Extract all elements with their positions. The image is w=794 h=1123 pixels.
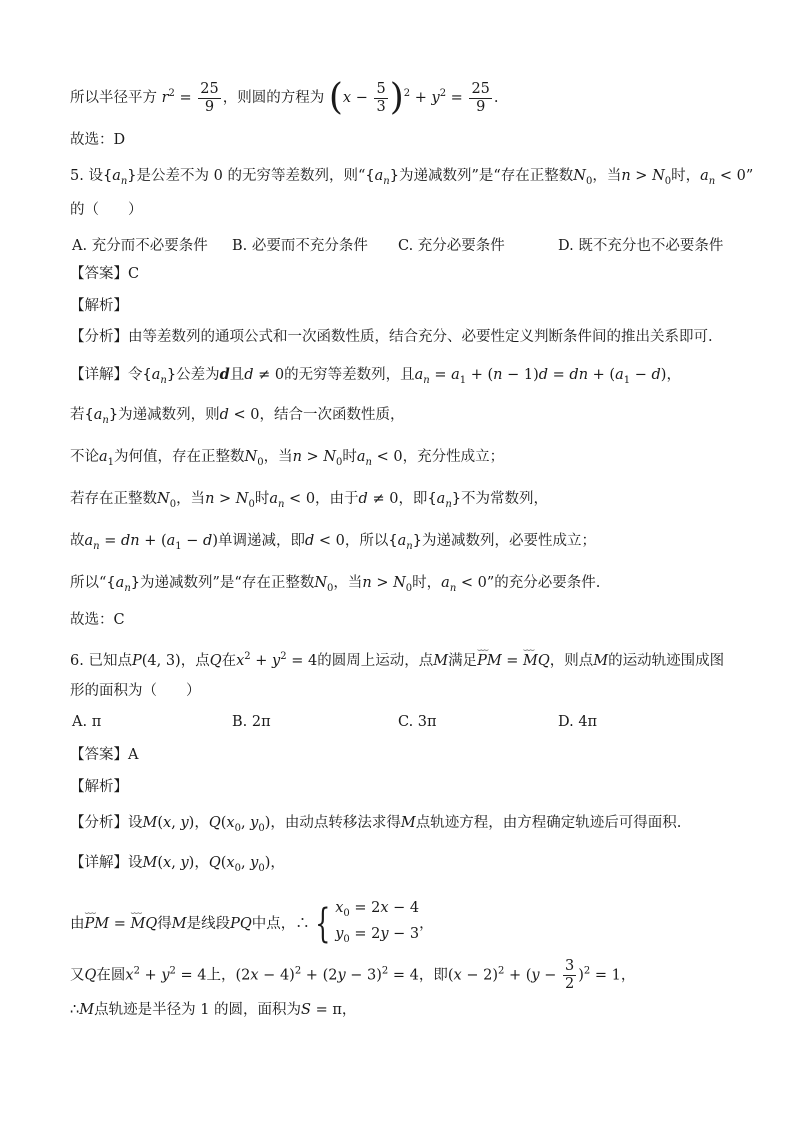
q5-l2-a: 不论 (70, 449, 99, 465)
q6-line1: 由⌣⌣⌣ PM = ⌣⌣⌣ MQ得M是线段PQ中点，∴ { $x_0 = 2x - 4$ $y_0 = 2y - 3$ ， (70, 898, 734, 942)
q6-answer-value: A (128, 747, 139, 763)
q5-l5-a: 所以“ (70, 575, 107, 591)
q5-l5-d: 时， (412, 575, 442, 591)
q6-stem-line1: 6. 已知点P(4, 3)，点Q在$x^2 + y^2 = 4$的圆周上运动，点M满足⌣⌣⌣ PM = ⌣⌣⌣ MQ，则点M的运动轨迹围成图 (70, 647, 734, 671)
q5-line1: 若$\{a_n\}$为递减数列，则d < 0，结合一次函数性质， (70, 407, 405, 426)
q5-text-b: 是公差不为 0 的无穷等差数列，则“ (136, 168, 366, 184)
q5-l4-b: 单调递减，即 (218, 533, 306, 549)
q5-xj-d: 的无穷等差数列，且 (284, 367, 415, 383)
q5-text-f: ” (745, 168, 754, 184)
q5-fenxi: 【分析】由等差数列的通项公式和一次函数性质，结合充分、必要性定义判断条件间的推出关系即可. (70, 329, 713, 345)
q6-l2-c: 上， (206, 967, 236, 984)
q4-text-a: 所以半径平方 (70, 90, 157, 106)
q5-line5: 所以“$\{a_n\}$为递减数列”是“存在正整数$N_0$，当$n > N_0$时，$a_n < 0$”的充分必要条件. (70, 575, 601, 594)
q5-answer-label: 【答案】 (70, 266, 128, 282)
q6-text-f: ，则点 (549, 652, 594, 669)
q6-l1-c: 是线段 (186, 915, 231, 932)
q6-l3-c: ， (341, 1002, 357, 1018)
q6-l1-b: 得 (157, 915, 172, 932)
q6-line3: ∴M点轨迹是半径为 1 的圆，面积为S = π， (70, 1002, 357, 1018)
q5-l4-c: ，所以 (344, 533, 389, 549)
q6-text-a: 6. 已知点 (70, 652, 132, 669)
q5-l5-b: 为递减数列”是“存在正整数 (140, 575, 315, 591)
q5-line2: 不论$a_1$为何值，存在正整数$N_0$，当$n > N_0$时$a_n < 0$，充分性成立； (70, 449, 505, 468)
q5-xj-e: ， (666, 367, 681, 383)
q6-stem-line2: 形的面积为（ ） (70, 683, 201, 699)
q5-choose: 故选：C (70, 612, 125, 628)
q5-analysis-label: 【解析】 (70, 298, 128, 314)
q6-xiangjie: 【详解】设M(x, y)，$Q(x_0$, $y_0$)， (70, 855, 285, 874)
q6-l2-d: ，即 (418, 967, 448, 984)
q5-l4-d: 为递减数列，必要性成立； (421, 533, 596, 549)
q5-l2-d: 时 (342, 449, 357, 465)
q6-fenxi: 【分析】设M(x, y)，$Q(x_0$, $y_0$)，由动点转移法求得M点轨迹方程，由方程确定轨迹后可得面积. (70, 815, 682, 834)
q5-answer (70, 264, 734, 284)
q6-fenxi-c: ，由动点转移法求得 (270, 815, 401, 831)
q5-text-a: 5. 设 (70, 168, 103, 184)
q6-option-a: A. π (72, 714, 102, 730)
q5-text-c: 为递减数列”是“存在正整数 (398, 168, 574, 184)
q5-l3-b: ，当 (176, 491, 206, 507)
q6-option-b: B. 2π (232, 714, 271, 730)
q6-xj-c: ， (270, 855, 285, 871)
q4-radius-line: 所以半径平方 $r^2$ = $\frac{25}{9}$ ，则圆的方程为 (x − $\frac{5}{3}$ )$^2 + y^2$ = $\frac{25}{9}$ . (70, 77, 499, 118)
q4-text-c: . (493, 90, 499, 106)
q5-l1-a: 若 (70, 407, 85, 423)
q5-xiangjie: 【详解】令$\{a_n\}$公差为d且d ≠ 0的无穷等差数列，且$a_n = a_1 + (n - 1)d$ = dn + $(a_1 - d)$， (70, 366, 681, 386)
q6-l3-a: ∴ (70, 1002, 80, 1018)
q6-fenxi-b: ， (194, 815, 209, 831)
q6-option-d: D. 4π (558, 714, 598, 730)
q5-text-e: 时， (671, 168, 701, 184)
q5-option-c: C. 充分必要条件 (398, 238, 505, 254)
q6-text-d: 的圆周上运动，点 (317, 652, 434, 669)
q5-xj-b: 公差为 (176, 367, 220, 383)
q5-l2-c: ，当 (263, 449, 293, 465)
q5-l4-a: 故 (70, 533, 85, 549)
q5-l3-c: 时 (254, 491, 270, 507)
q5-xj-a: 【详解】令 (70, 367, 143, 383)
q5-l3-a: 若存在正整数 (70, 491, 157, 507)
q6-line2: 又Q在圆$x^2 + y^2 = 4$上，$(2x - 4)^2 + (2y - 3)^2 = 4$，即$(x - 2)^2 + (y$ − $\frac{3}{2}$ )$^2$ = 1， (70, 958, 636, 992)
q6-answer-label: 【答案】 (70, 747, 128, 763)
q5-l1-c: ，结合一次函数性质， (259, 407, 405, 423)
q5-line4: 故$a_n$ = dn + $(a_1 - d)$单调递减，即d < 0，所以$\{a_n\}$为递减数列，必要性成立； (70, 533, 596, 552)
q6-xj-a: 【详解】设 (70, 855, 143, 871)
q4-text-b: ，则圆的方程为 (222, 90, 325, 106)
q5-option-a: A. 充分而不必要条件 (72, 238, 208, 254)
q5-l2-e: ，充分性成立； (402, 449, 505, 465)
q5-l5-e: ”的充分必要条件. (486, 575, 601, 591)
q6-answer (70, 745, 734, 765)
q5-stem-line1: 5. 设$\{a_n\}$是公差不为 0 的无穷等差数列，则“$\{a_n\}$为递减数列”是“存在正整数$N_0$，当$n > N_0$时，$a_n < 0$” (70, 168, 754, 187)
q5-l2-b: 为何值，存在正整数 (114, 449, 245, 465)
q5-answer-value: C (128, 266, 140, 282)
q6-analysis-label: 【解析】 (70, 779, 128, 795)
q6-l2-b: 在圆 (96, 967, 126, 984)
q6-l1-d: 中点，∴ (251, 915, 310, 932)
q5-line3: 若存在正整数$N_0$，当$n > N_0$时$a_n < 0$，由于d ≠ 0，即$\{a_n\}$不为常数列， (70, 491, 549, 510)
q6-l2-e: ， (620, 967, 636, 984)
q5-l1-b: 为递减数列，则 (118, 407, 220, 423)
q5-stem-line2: 的（ ） (70, 202, 143, 218)
q5-xj-c: 且 (229, 367, 245, 383)
q6-l3-b: 点轨迹是半径为 1 的圆，面积为 (94, 1002, 302, 1018)
q5-text-d: ，当 (592, 168, 622, 184)
q5-l3-e: ，即 (398, 491, 428, 507)
q6-text-g: 的运动轨迹围成图 (608, 652, 725, 669)
q6-xj-b: ， (194, 855, 209, 871)
q6-fenxi-d: 点轨迹方程，由方程确定轨迹后可得面积. (415, 815, 682, 831)
q5-option-d: D. 既不充分也不必要条件 (558, 238, 724, 254)
q5-l3-d: ，由于 (315, 491, 359, 507)
q6-text-c: 在 (221, 652, 237, 669)
q5-l5-c: ，当 (333, 575, 363, 591)
q5-option-b: B. 必要而不充分条件 (232, 238, 368, 254)
q5-l3-f: 不为常数列， (461, 491, 549, 507)
q6-text-b: ，点 (180, 652, 210, 669)
q6-fenxi-a: 【分析】设 (70, 815, 143, 831)
q4-answer: 故选：D (70, 132, 126, 148)
q6-l1-a: 由 (70, 915, 85, 932)
q6-l2-a: 又 (70, 967, 85, 984)
q6-l1-e: ， (419, 915, 434, 932)
q6-text-e: 满足 (448, 652, 478, 669)
q6-option-c: C. 3π (398, 714, 437, 730)
